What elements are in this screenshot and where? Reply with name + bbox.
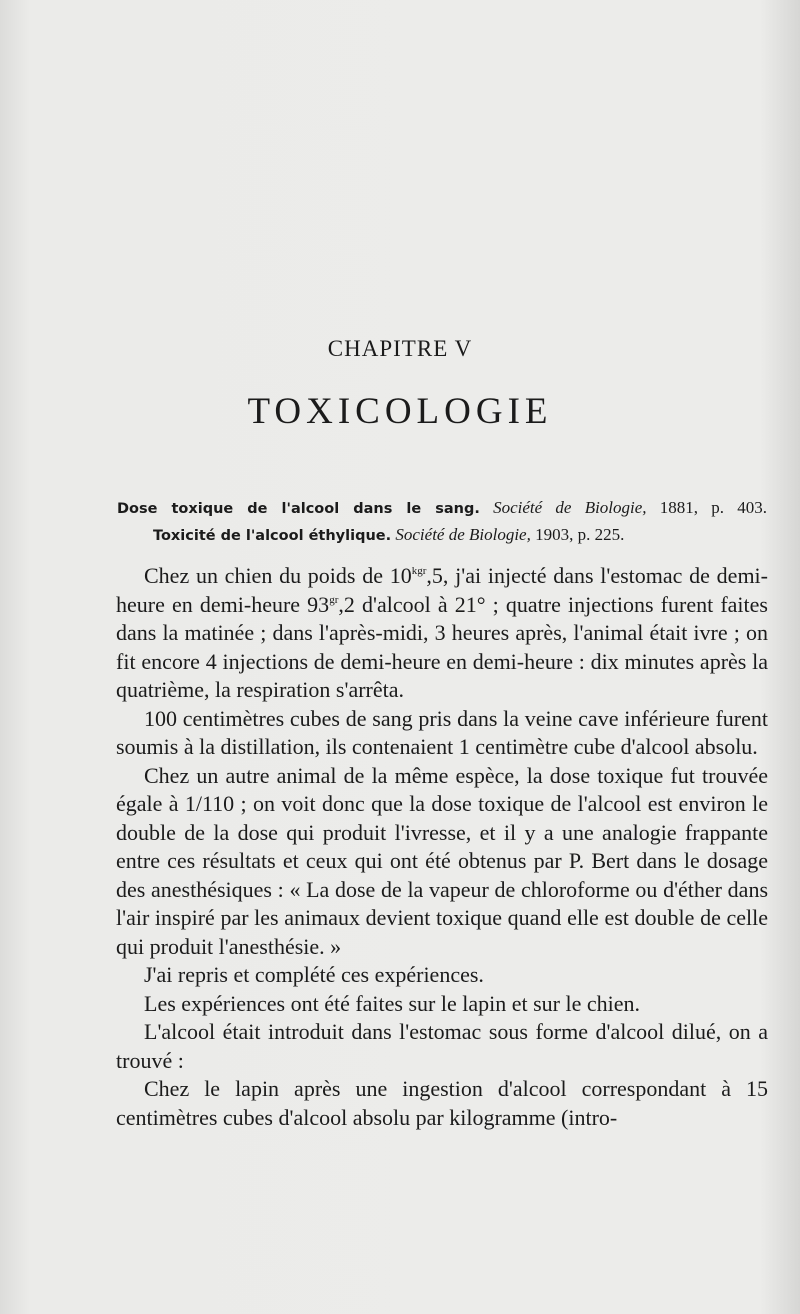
reference-2 bbox=[117, 522, 767, 549]
paragraph-text: ,2 d'alcool à 21° ; quatre injections furent faites dans la matinée ; dans l'après-midi, 3 heures après, l'animal était ivre ; on fit encore 4 injections de demi-heure en demi-heure : dix minutes après la quatrième, la respiration s'arrêta. bbox=[116, 591, 768, 702]
reference-source: Société de Biologie, bbox=[493, 498, 647, 517]
references-block bbox=[117, 495, 767, 549]
reference-title: Toxicité de l'alcool éthylique. bbox=[153, 528, 392, 544]
paragraph-1 bbox=[116, 562, 768, 705]
paragraph-2: 100 centimètres cubes de sang pris dans la veine cave inférieure furent soumis à la distillation, ils contenaient 1 centimètre cube d'alcool absolu. bbox=[116, 705, 768, 759]
reference-source: Société de Biologie, bbox=[395, 525, 531, 544]
reference-details: 1903, p. 225. bbox=[535, 525, 625, 544]
body-text bbox=[116, 562, 768, 1132]
chapter-title: TOXICOLOGIE bbox=[247, 391, 553, 432]
unit-superscript: gr bbox=[329, 593, 339, 606]
paragraph-text: ,5, j'ai injecté dans l'estomac de demi-heure en demi-heure 93 bbox=[116, 563, 768, 617]
reference-details: 1881, p. 403. bbox=[659, 498, 768, 517]
paragraph-3: Chez un autre animal de la même espèce, la dose toxique fut trouvée égale à 1/110 ; on voit donc que la dose toxique de l'alcool est environ le double de la dose qui produit l'ivresse, et il y a une analogie frappante entre ces résultats et ceux qui ont été obtenus par P. Bert dans le dosage des anesthésiques : « La dose de la vapeur de chloroforme ou d'éther dans l'air inspiré par les animaux devient toxique quand elle est double de celle qui produit l'anesthésie. » bbox=[116, 762, 768, 959]
paragraph-4: J'ai repris et complété ces expériences. bbox=[144, 962, 484, 987]
paragraph-5: Les expériences ont été faites sur le lapin et sur le chien. bbox=[144, 990, 641, 1016]
paragraph-text: Chez un chien du poids de 10 bbox=[144, 563, 412, 588]
paragraph-7: Chez le lapin après une ingestion d'alcool correspondant à 15 centimètres cubes d'alcool absolu par kilogramme (intro- bbox=[116, 1076, 768, 1130]
unit-superscript: kgr bbox=[411, 565, 427, 577]
reference-title: Dose toxique de l'alcool dans le sang. bbox=[117, 501, 480, 517]
reference-1 bbox=[117, 495, 767, 522]
paragraph-6: L'alcool était introduit dans l'estomac sous forme d'alcool dilué, on a trouvé : bbox=[116, 1019, 768, 1073]
chapter-label: CHAPITRE V bbox=[327, 336, 473, 361]
